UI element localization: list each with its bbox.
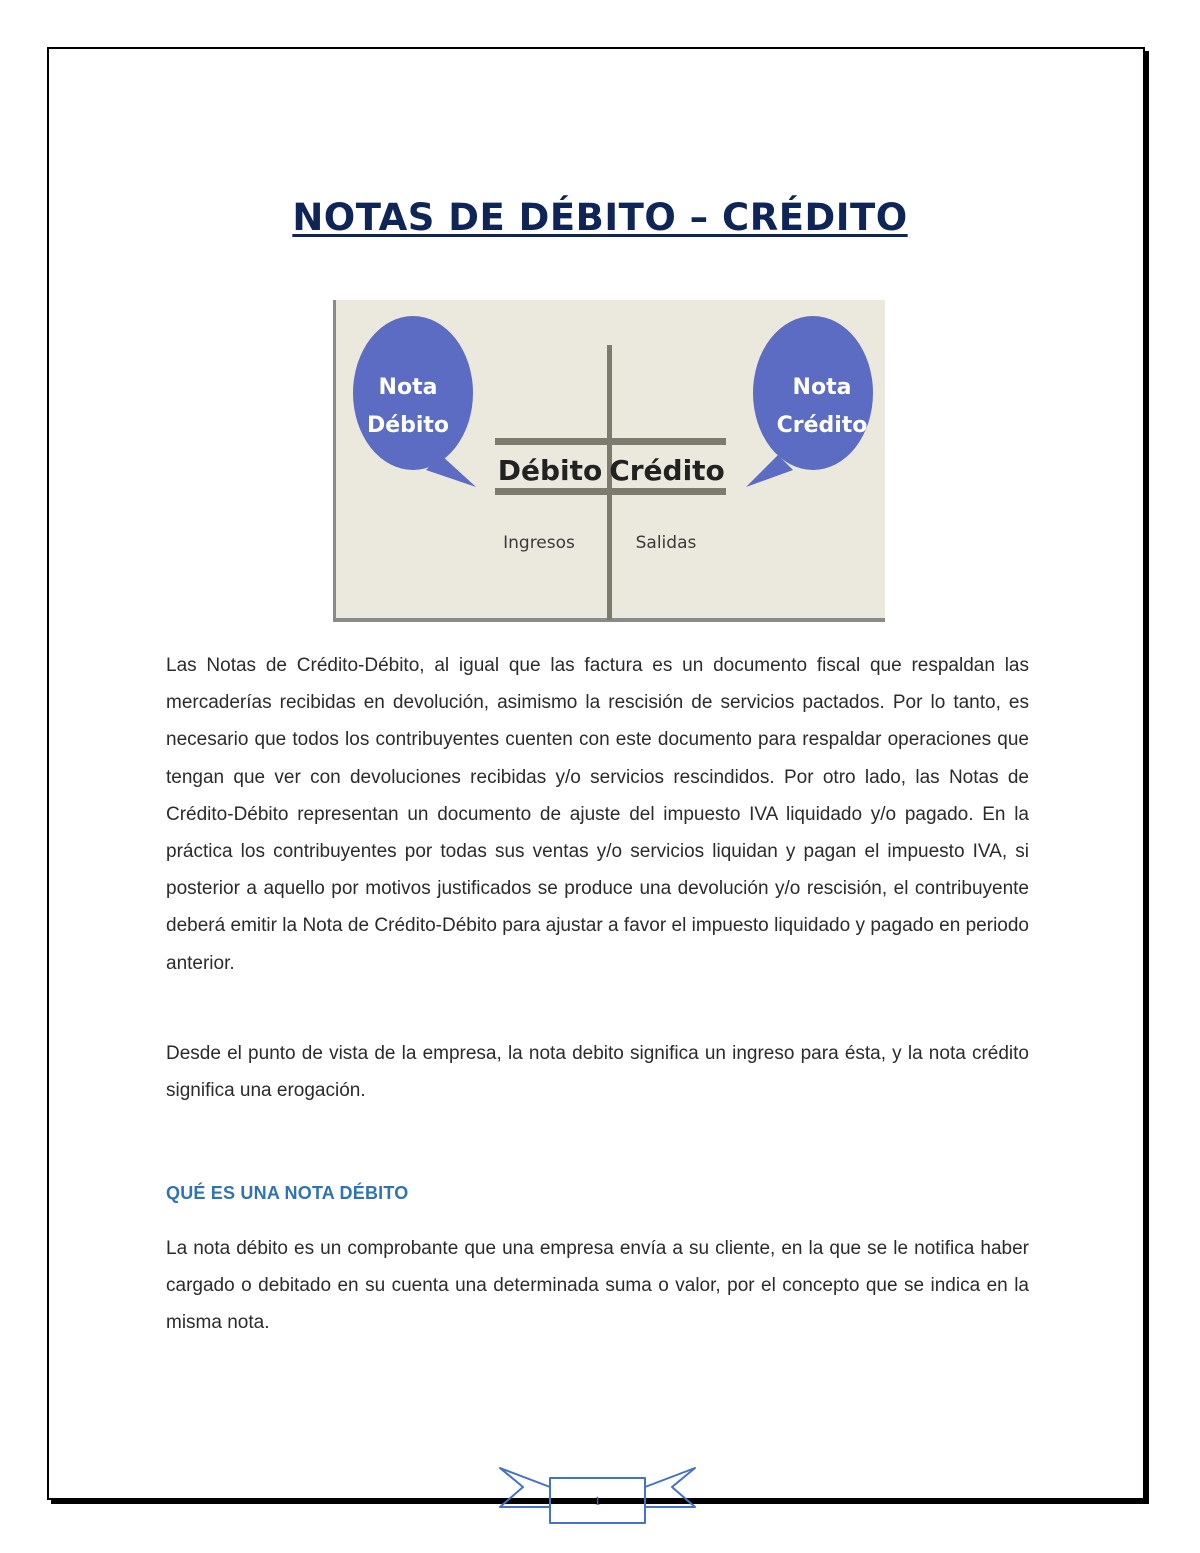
page-footer bbox=[495, 1465, 700, 1527]
t-account-credit-header: Crédito bbox=[609, 454, 725, 487]
company-view-paragraph: Desde el punto de vista de la empresa, la nota debito significa un ingreso para ésta, y la nota crédito significa una erogación. bbox=[166, 1043, 1029, 1102]
intro-paragraph: Las Notas de Crédito-Débito, al igual que las factura es un documento fiscal que respaldan las mercaderías recibidas en devolución, asimismo la rescisión de servicios pactados. Por lo tanto, es necesario que todos los contribuyentes cuenten con este documento para respaldar operaciones que tengan que ver con devoluciones recibidas y/o servicios rescindidos. Por otro lado, las Notas de Crédito-Débito representan un documento de ajuste del impuesto IVA liquidado y/o pagado. En la práctica los contribuyentes por todas sus ventas y/o servicios liquidan y pagan el impuesto IVA, si posterior a aquello por motivos justificados se produce una devolución y/o rescisión, el contribuyente deberá emitir la Nota de Crédito-Débito para ajustar a favor el impuesto liquidado y pagado en periodo anterior. bbox=[166, 655, 1029, 974]
t-account-credit-label: Salidas bbox=[635, 533, 697, 553]
section-paragraph: La nota débito es un comprobante que una empresa envía a su cliente, en la que se le notifica haber cargado o debitado en su cuenta una determinada suma o valor, por el concepto que se indica en la misma nota. bbox=[166, 1238, 1029, 1334]
t-account-debit-header: Débito bbox=[497, 454, 603, 487]
right-bubble-line1: Nota bbox=[792, 375, 852, 400]
page-title: NOTAS DE DÉBITO – CRÉDITO bbox=[292, 196, 908, 239]
t-account-debit-label: Ingresos bbox=[503, 533, 575, 553]
right-bubble-line2: Crédito bbox=[776, 413, 868, 438]
left-bubble-line1: Nota bbox=[378, 375, 438, 400]
section-heading: QUÉ ES UNA NOTA DÉBITO bbox=[166, 1183, 409, 1203]
left-bubble-line2: Débito bbox=[366, 413, 450, 438]
debit-credit-figure bbox=[333, 300, 885, 622]
page-number: 1 bbox=[594, 1493, 601, 1508]
